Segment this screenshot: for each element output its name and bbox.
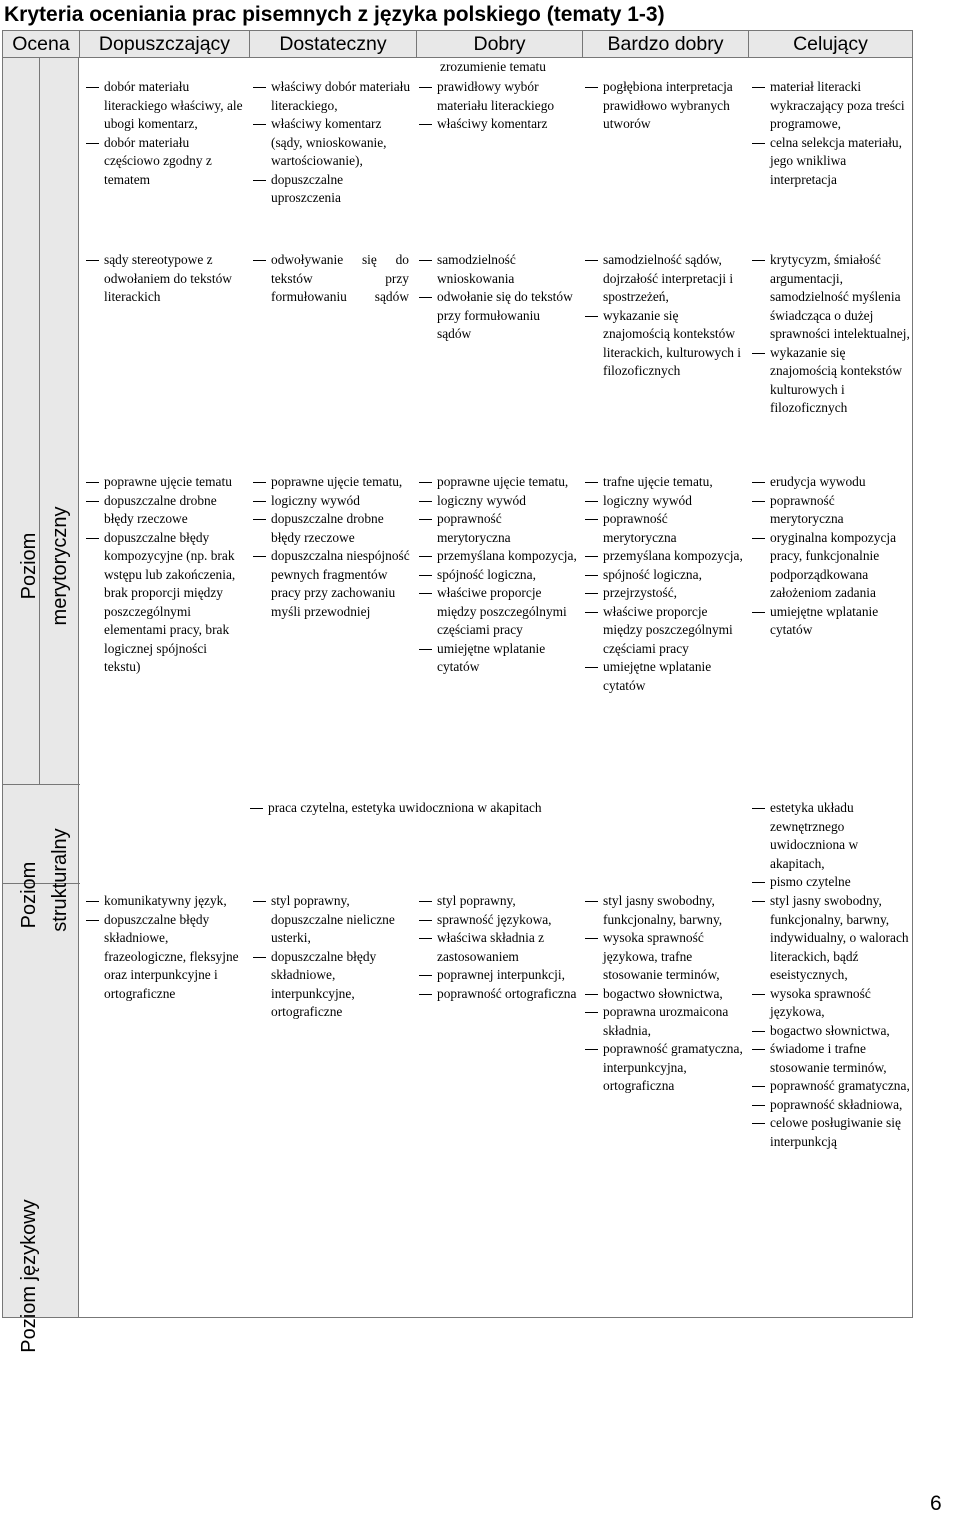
- level-divider-1: [3, 784, 80, 785]
- list-item: wysoka sprawność językowa, trafne stosowanie terminów,: [585, 929, 743, 985]
- level-label-strukturalny-1: Poziom: [18, 861, 40, 929]
- level-label-merytoryczny-1: Poziom: [18, 532, 40, 600]
- level-label-strukturalny-2: strukturalny: [49, 828, 71, 932]
- cell-r3-bardzo-dobry: [585, 473, 743, 695]
- list-item: styl poprawny,: [419, 892, 577, 911]
- list-item: pogłębiona interpretacja prawidłowo wybranych utworów: [585, 78, 743, 134]
- list-item: celna selekcja materiału, jego wnikliwa interpretacja: [752, 134, 910, 190]
- list-item: wykazanie się znajomością kontekstów literackich, kulturowych i filozoficznych: [585, 307, 743, 381]
- cell-r5-dopuszczajacy: [86, 892, 246, 1003]
- list-item: poprawność merytoryczna: [419, 510, 577, 547]
- list-item: wysoka sprawność językowa,: [752, 985, 910, 1022]
- spanning-criterion-structural: [250, 799, 730, 818]
- list-item: materiał literacki wykraczający poza treści programowe,: [752, 78, 910, 134]
- list-item: oryginalna kompozycja pracy, funkcjonalnie podporządkowana założeniom zadania: [752, 529, 910, 603]
- list-item: celowe posługiwanie się interpunkcją: [752, 1114, 910, 1151]
- list-item: poprawna urozmaicona składnia,: [585, 1003, 743, 1040]
- cell-r2-dopuszczajacy: [86, 251, 246, 307]
- header-cell-dopuszczajacy: Dopuszczający: [80, 31, 250, 57]
- cell-r2-dostateczny: [253, 251, 409, 307]
- list-item: dopuszczalne błędy kompozycyjne (np. brak wstępu lub zakończenia, brak proporcji między poszczególnymi elementami pracy, brak logicznej spójności tekstu): [86, 529, 246, 677]
- cell-r4-celujacy: [752, 799, 910, 892]
- list-item: umiejętne wplatanie cytatów: [585, 658, 743, 695]
- list-item: styl jasny swobodny, funkcjonalny, barwny, indywidualny, o walorach literackich, bądź eseistycznych,: [752, 892, 910, 985]
- list-item: bogactwo słownictwa,: [752, 1022, 910, 1041]
- cell-r1-dostateczny: [253, 78, 411, 208]
- list-item: przemyślana kompozycja,: [585, 547, 743, 566]
- list-item: komunikatywny język,: [86, 892, 246, 911]
- page-title: Kryteria oceniania prac pisemnych z języka polskiego (tematy 1-3): [4, 3, 665, 26]
- list-item: przejrzystość,: [585, 584, 743, 603]
- cell-r1-bardzo-dobry: [585, 78, 743, 134]
- cell-r3-dobry: [419, 473, 577, 677]
- list-item: poprawność ortograficzna: [419, 985, 577, 1004]
- cell-r3-dostateczny: [253, 473, 411, 621]
- list-item: dopuszczalna niespójność pewnych fragmentów pracy przy zachowaniu myśli przewodniej: [253, 547, 411, 621]
- list-item: bogactwo słownictwa,: [585, 985, 743, 1004]
- list-item: poprawność składniowa,: [752, 1096, 910, 1115]
- list-item: estetyka układu zewnętrznego uwidoczniona w akapitach,: [752, 799, 910, 873]
- list-item: samodzielność sądów, dojrzałość interpretacji i spostrzeżeń,: [585, 251, 743, 307]
- list-item: dopuszczalne drobne błędy rzeczowe: [86, 492, 246, 529]
- list-item: przemyślana kompozycja,: [419, 547, 577, 566]
- level-column: [2, 58, 79, 1353]
- list-item: poprawność gramatyczna,: [752, 1077, 910, 1096]
- level-label-jezykowy: Poziom językowy: [18, 1199, 40, 1353]
- list-item: styl poprawny, dopuszczalne nieliczne usterki,: [253, 892, 409, 948]
- table-header: [2, 30, 913, 58]
- header-cell-bardzo-dobry: Bardzo dobry: [583, 31, 749, 57]
- cell-r1-dobry: [419, 78, 577, 134]
- list-item: spójność logiczna,: [585, 566, 743, 585]
- list-item: logiczny wywód: [585, 492, 743, 511]
- list-item: sądy stereotypowe z odwołaniem do tekstów literackich: [86, 251, 246, 307]
- list-item: dopuszczalne drobne błędy rzeczowe: [253, 510, 411, 547]
- list-item: umiejętne wplatanie cytatów: [752, 603, 910, 640]
- header-cell-dobry: Dobry: [417, 31, 583, 57]
- list-item: właściwy komentarz (sądy, wnioskowanie, wartościowanie),: [253, 115, 411, 171]
- list-item: dopuszczalne uproszczenia: [253, 171, 411, 208]
- list-item: poprawne ujęcie tematu,: [253, 473, 411, 492]
- cell-r3-dopuszczajacy: [86, 473, 246, 677]
- spanning-criterion-top: zrozumienie tematu: [440, 59, 546, 74]
- level-divider-vertical: [39, 58, 40, 784]
- list-item: sprawność językowa,: [419, 911, 577, 930]
- list-item: poprawnej interpunkcji,: [419, 966, 577, 985]
- list-item: poprawne ujęcie tematu: [86, 473, 246, 492]
- cell-r3-celujacy: [752, 473, 910, 640]
- header-cell-dostateczny: Dostateczny: [250, 31, 417, 57]
- list-item: trafne ujęcie tematu,: [585, 473, 743, 492]
- list-item: właściwy komentarz: [419, 115, 577, 134]
- cell-r2-dobry: [419, 251, 577, 344]
- list-item: styl jasny swobodny, funkcjonalny, barwny,: [585, 892, 743, 929]
- list-item: poprawność merytoryczna: [752, 492, 910, 529]
- list-item: właściwa składnia z zastosowaniem: [419, 929, 577, 966]
- list-item: poprawność merytoryczna: [585, 510, 743, 547]
- list-item: umiejętne wplatanie cytatów: [419, 640, 577, 677]
- list-item: logiczny wywód: [253, 492, 411, 511]
- cell-r2-celujacy: [752, 251, 910, 418]
- list-item: pismo czytelne: [752, 873, 910, 892]
- list-item: samodzielność wnioskowania: [419, 251, 577, 288]
- list-item: spójność logiczna,: [419, 566, 577, 585]
- cell-r5-bardzo-dobry: [585, 892, 743, 1096]
- list-item: krytycyzm, śmiałość argumentacji, samodzielność myślenia świadcząca o dużej sprawności intelektualnej,: [752, 251, 910, 344]
- list-item: odwołanie się do tekstów przy formułowaniu sądów: [419, 288, 577, 344]
- page-number: 6: [930, 1492, 942, 1515]
- list-item: świadome i trafne stosowanie terminów,: [752, 1040, 910, 1077]
- list-item: wykazanie się znajomością kontekstów kulturowych i filozoficznych: [752, 344, 910, 418]
- header-cell-ocena: Ocena: [3, 31, 80, 57]
- cell-r5-dobry: [419, 892, 577, 1003]
- cell-r5-dostateczny: [253, 892, 409, 1022]
- cell-r1-celujacy: [752, 78, 910, 189]
- cell-r2-bardzo-dobry: [585, 251, 743, 381]
- level-label-merytoryczny-2: merytoryczny: [49, 506, 71, 626]
- list-item: logiczny wywód: [419, 492, 577, 511]
- list-item: poprawność gramatyczna, interpunkcyjna, ortograficzna: [585, 1040, 743, 1096]
- list-item: prawidłowy wybór materiału literackiego: [419, 78, 577, 115]
- list-item: właściwe proporcje między poszczególnymi częściami pracy: [419, 584, 577, 640]
- cell-r1-dopuszczajacy: [86, 78, 246, 189]
- list-item: erudycja wywodu: [752, 473, 910, 492]
- list-item: dopuszczalne błędy składniowe, frazeologiczne, fleksyjne oraz interpunkcyjne i ortograficzne: [86, 911, 246, 1004]
- list-item: praca czytelna, estetyka uwidoczniona w akapitach: [250, 799, 730, 818]
- list-item: dobór materiału literackiego właściwy, ale ubogi komentarz,: [86, 78, 246, 134]
- cell-r5-celujacy: [752, 892, 910, 1151]
- list-item: odwoływanie się do tekstów przy formułowaniu sądów: [253, 251, 409, 307]
- list-item: dobór materiału częściowo zgodny z tematem: [86, 134, 246, 190]
- list-item: dopuszczalne błędy składniowe, interpunkcyjne, ortograficzne: [253, 948, 409, 1022]
- list-item: poprawne ujęcie tematu,: [419, 473, 577, 492]
- header-cell-celujacy: Celujący: [793, 33, 868, 55]
- list-item: właściwe proporcje między poszczególnymi częściami pracy: [585, 603, 743, 659]
- list-item: właściwy dobór materiału literackiego,: [253, 78, 411, 115]
